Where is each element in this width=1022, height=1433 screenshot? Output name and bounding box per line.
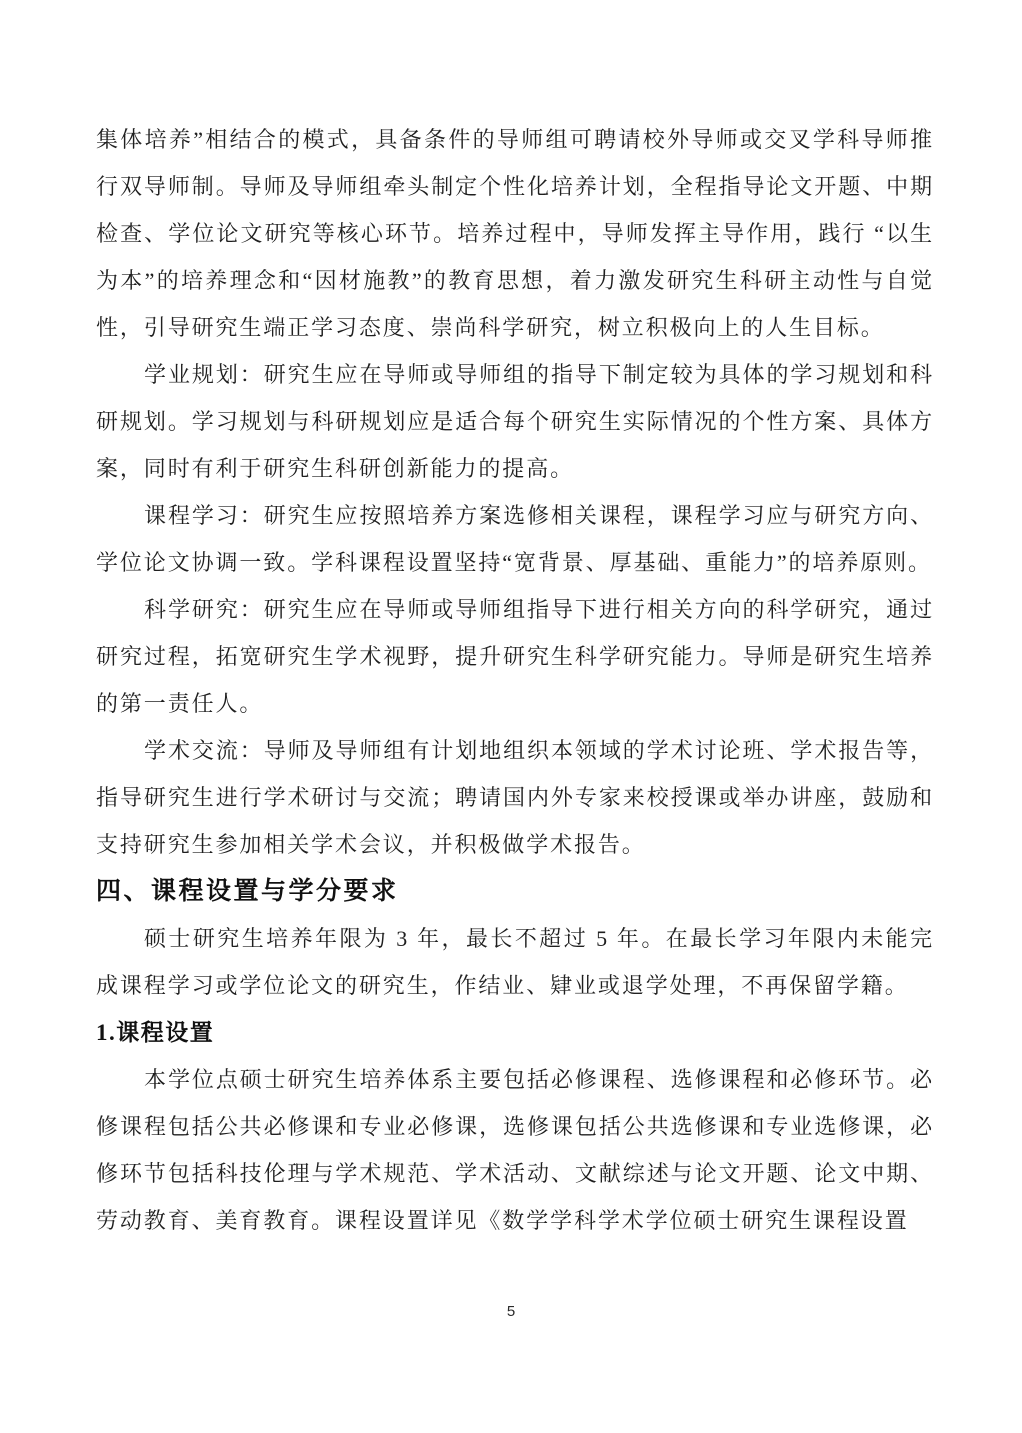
page-number: 5 (506, 1303, 516, 1320)
document-body (96, 116, 934, 1244)
paragraph-continuation: 集体培养”相结合的模式，具备条件的导师组可聘请校外导师或交叉学科导师推行双导师制。导师及导师组牵头制定个性化培养计划，全程指导论文开题、中期检查、学位论文研究等核心环节。培养过程中，导师发挥主导作用，践行 “以生为本”的培养理念和“因材施教”的教育思想，着力激发研究生科研主动性与自觉性，引导研究生端正学习态度、崇尚科学研究，树立积极向上的人生目标。 (96, 127, 934, 340)
paragraph-course-learning: 课程学习：研究生应按照培养方案选修相关课程，课程学习应与研究方向、学位论文协调一致。学科课程设置坚持“宽背景、厚基础、重能力”的培养原则。 (96, 503, 934, 575)
paragraph-study-planning: 学业规划：研究生应在导师或导师组的指导下制定较为具体的学习规划和科研规划。学习规划与科研规划应是适合每个研究生实际情况的个性方案、具体方案，同时有利于研究生科研创新能力的提高。 (96, 362, 934, 481)
paragraph-academic-exchange: 学术交流：导师及导师组有计划地组织本领域的学术讨论班、学术报告等，指导研究生进行学术研讨与交流；聘请国内外专家来校授课或举办讲座，鼓励和支持研究生参加相关学术会议，并积极做学术报告。 (96, 738, 934, 857)
paragraph-study-duration: 硕士研究生培养年限为 3 年，最长不超过 5 年。在最长学习年限内未能完成课程学习或学位论文的研究生，作结业、肄业或退学处理，不再保留学籍。 (96, 926, 934, 998)
section-heading-curriculum-credits: 四、课程设置与学分要求 (96, 877, 399, 905)
paragraph-scientific-research: 科学研究：研究生应在导师或导师组指导下进行相关方向的科学研究，通过研究过程，拓宽研究生学术视野，提升研究生科学研究能力。导师是研究生培养的第一责任人。 (96, 597, 934, 716)
subsection-heading-course-setup: 1.课程设置 (96, 1020, 215, 1045)
paragraph-course-system: 本学位点硕士研究生培养体系主要包括必修课程、选修课程和必修环节。必修课程包括公共必修课和专业必修课，选修课包括公共选修课和专业选修课，必修环节包括科技伦理与学术规范、学术活动、文献综述与论文开题、论文中期、劳动教育、美育教育。课程设置详见《数学学科学术学位硕士研究生课程设置 (96, 1067, 934, 1233)
